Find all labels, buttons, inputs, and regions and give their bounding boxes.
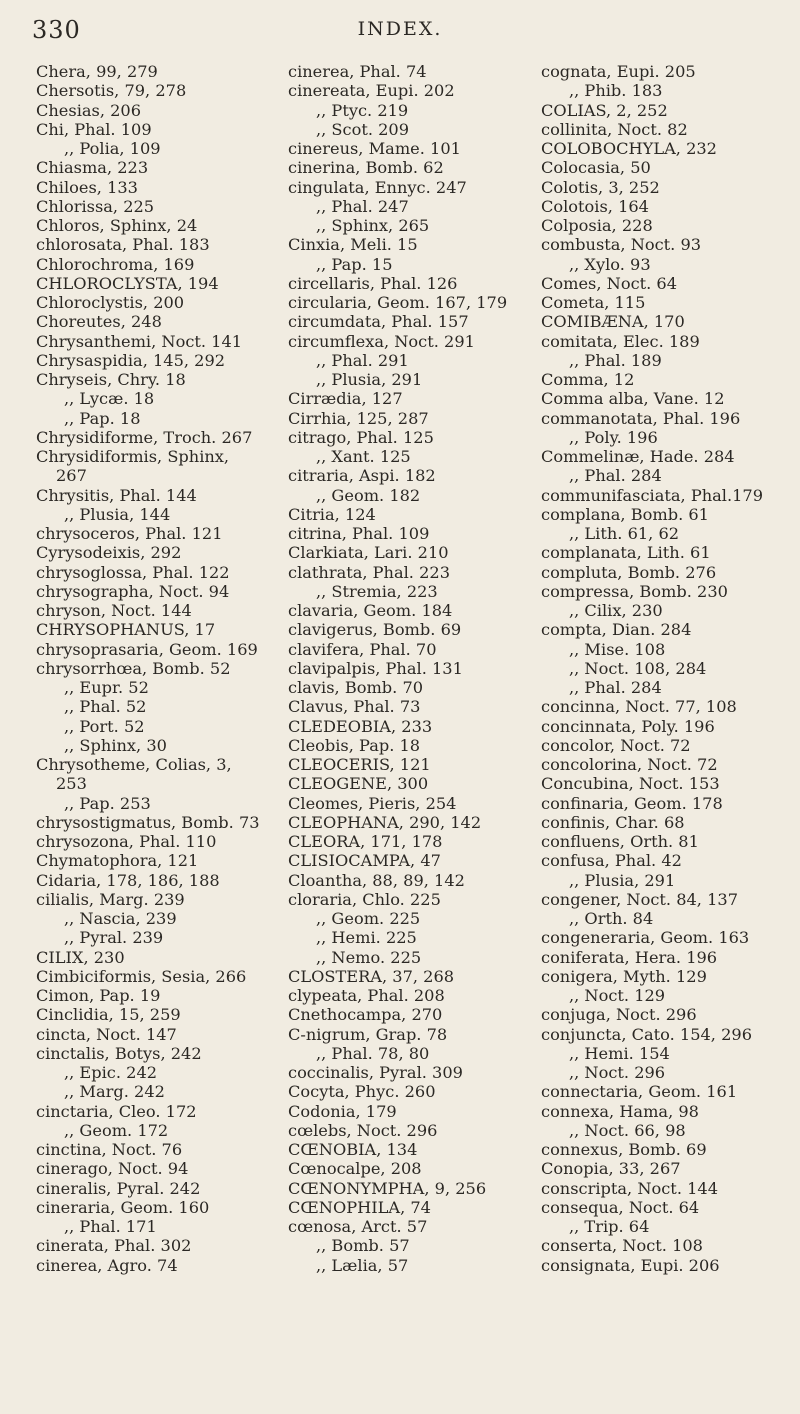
index-entry: Chersotis, 79, 278 <box>36 81 187 101</box>
index-entry: ,, Eupr. 52 <box>64 678 149 697</box>
index-entry: chrysorrhœa, Bomb. 52 <box>36 658 231 678</box>
index-entry: Chiasma, 223 <box>36 158 149 178</box>
index-entry: coniferata, Hera. 196 <box>541 947 718 967</box>
index-entry: ,, Polia, 109 <box>64 139 161 158</box>
index-entry: ,, Port. 52 <box>64 716 145 736</box>
index-entry: cinereus, Mame. 101 <box>288 139 461 158</box>
index-entry: Chiloes, 133 <box>36 177 138 197</box>
index-entry: ,, Lælia, 57 <box>316 1255 409 1275</box>
index-entry: consignata, Eupi. 206 <box>541 1255 720 1275</box>
index-entry: cœlebs, Noct. 296 <box>288 1120 438 1140</box>
index-entry: chryson, Noct. 144 <box>36 601 192 620</box>
index-entry: Cinxia, Meli. 15 <box>288 235 418 255</box>
index-entry: ,, Xylo. 93 <box>569 254 651 274</box>
index-entry: Cimbiciformis, Sesia, 266 <box>36 966 247 986</box>
index-entry: Cleobis, Pap. 18 <box>288 735 421 755</box>
index-entry: ,, Poly. 196 <box>569 427 658 447</box>
index-entry: conserta, Noct. 108 <box>541 1236 703 1256</box>
index-entry: concinnata, Poly. 196 <box>541 716 715 736</box>
index-entry: CŒNOPHILA, 74 <box>288 1197 431 1217</box>
index-entry: ,, Nemo. 225 <box>316 947 422 967</box>
index-entry: ,, Orth. 84 <box>569 909 654 928</box>
index-entry: Chrysitis, Phal. 144 <box>36 485 197 505</box>
index-entry: Cyrysodeixis, 292 <box>36 543 182 563</box>
index-entry: ,, Phib. 183 <box>569 81 663 101</box>
index-entry: ,, Geom. 225 <box>316 909 421 928</box>
index-entry: Citria, 124 <box>288 504 376 524</box>
index-entry: ,, Stremia, 223 <box>316 581 438 601</box>
index-entry: CILIX, 230 <box>36 947 125 967</box>
index-entry: CLEOGENE, 300 <box>288 774 429 794</box>
index-entry: cloraria, Chlo. 225 <box>288 889 441 909</box>
index-entry: comitata, Elec. 189 <box>541 331 700 351</box>
index-entry: Chymatophora, 121 <box>36 851 199 871</box>
index-entry: ,, Hemi. 225 <box>316 928 417 948</box>
index-entry: coccinalis, Pyral. 309 <box>288 1063 463 1082</box>
index-entry: communifasciata, Phal.179 <box>541 485 764 505</box>
index-entry: Clarkiata, Lari. 210 <box>288 543 449 563</box>
index-entry: Commelinæ, Hade. 284 <box>541 447 735 466</box>
index-entry: Cirrædia, 127 <box>288 389 403 409</box>
index-entry: Cloantha, 88, 89, 142 <box>288 870 465 890</box>
index-entry: circularia, Geom. 167, 179 <box>288 293 508 312</box>
index-entry: ,, Cilix, 230 <box>569 601 663 620</box>
index-entry: Colposia, 228 <box>541 216 653 235</box>
page-number: 330 <box>32 16 81 44</box>
index-entry: ,, Phal. 284 <box>569 678 662 697</box>
index-entry: clavaria, Geom. 184 <box>288 601 453 620</box>
index-entry: Cirrhia, 125, 287 <box>288 408 429 428</box>
index-entry: Cidaria, 178, 186, 188 <box>36 870 220 890</box>
index-entry: CŒNONYMPHA, 9, 256 <box>288 1178 487 1198</box>
index-entry: ,, Sphinx, 265 <box>316 216 430 235</box>
index-entry: circellaris, Phal. 126 <box>288 273 458 293</box>
index-entry: chrysographa, Noct. 94 <box>36 581 230 601</box>
index-entry: ,, Phal. 284 <box>569 466 662 486</box>
index-entry: Cinclidia, 15, 259 <box>36 1005 181 1025</box>
index-entry: conjuga, Noct. 296 <box>541 1005 697 1025</box>
index-column-1 <box>36 62 284 1275</box>
index-entry: chrysozona, Phal. 110 <box>36 832 217 851</box>
index-entry: Chera, 99, 279 <box>36 62 158 81</box>
index-entry: Chlorochroma, 169 <box>36 254 195 274</box>
index-entry: ,, Plusia, 144 <box>64 504 171 524</box>
index-column-2 <box>288 62 536 1275</box>
index-entry: cinerago, Noct. 94 <box>36 1159 189 1179</box>
index-entry: chrysoceros, Phal. 121 <box>36 524 223 543</box>
index-entry: COMIBÆNA, 170 <box>541 312 685 332</box>
index-entry: chrysoprasaria, Geom. 169 <box>36 639 258 659</box>
index-entry: conscripta, Noct. 144 <box>541 1178 719 1198</box>
index-entry: commanotata, Phal. 196 <box>541 408 741 428</box>
index-entry: ,, Pap. 15 <box>316 254 393 274</box>
index-entry: connectaria, Geom. 161 <box>541 1082 738 1102</box>
index-entry: compluta, Bomb. 276 <box>541 562 717 582</box>
index-entry: Cocyta, Phyc. 260 <box>288 1082 436 1102</box>
index-entry: cognata, Eupi. 205 <box>541 62 696 81</box>
index-entry: ,, Lith. 61, 62 <box>569 524 680 543</box>
index-entry: circumdata, Phal. 157 <box>288 312 469 332</box>
index-entry: Chrysotheme, Colias, 3, <box>36 755 232 774</box>
index-entry: cingulata, Ennyc. 247 <box>288 177 467 197</box>
index-entry: chrysostigmatus, Bomb. 73 <box>36 812 260 832</box>
index-entry: cinerata, Phal. 302 <box>36 1236 192 1256</box>
index-entry: cinereata, Eupi. 202 <box>288 81 455 101</box>
index-entry: ,, Pyral. 239 <box>64 928 164 948</box>
index-entry: cincta, Noct. 147 <box>36 1024 177 1044</box>
index-entry: clathrata, Phal. 223 <box>288 562 450 582</box>
index-entry: ,, Mise. 108 <box>569 639 666 659</box>
index-entry: ,, Phal. 291 <box>316 350 409 370</box>
index-entry: Comma, 12 <box>541 370 635 389</box>
index-entry: CHRYSOPHANUS, 17 <box>36 620 216 640</box>
index-entry: ,, Xant. 125 <box>316 447 411 466</box>
index-entry: CLEOPHANA, 290, 142 <box>288 812 482 832</box>
index-entry: CHLOROCLYSTA, 194 <box>36 273 219 293</box>
index-entry: Chesias, 206 <box>36 100 142 120</box>
index-entry: ,, Phal. 247 <box>316 196 409 216</box>
index-entry: concinna, Noct. 77, 108 <box>541 697 737 717</box>
index-entry: cinerea, Phal. 74 <box>288 62 427 81</box>
index-entry: CLISIOCAMPA, 47 <box>288 851 441 871</box>
index-entry: compta, Dian. 284 <box>541 620 692 640</box>
index-entry: Chrysidiformis, Sphinx, <box>36 447 230 466</box>
index-entry: cineralis, Pyral. 242 <box>36 1178 201 1198</box>
index-entry: chrysoglossa, Phal. 122 <box>36 562 230 582</box>
index-entry: connexus, Bomb. 69 <box>541 1140 707 1159</box>
index-entry: Chrysaspidia, 145, 292 <box>36 350 226 370</box>
index-entry: confinaria, Geom. 178 <box>541 793 723 813</box>
index-entry: concolorina, Noct. 72 <box>541 755 718 774</box>
index-column-3 <box>541 62 789 1275</box>
index-entry: Colotis, 3, 252 <box>541 177 660 197</box>
index-entry: 253 <box>56 774 87 794</box>
index-entry: Chrysidiforme, Troch. 267 <box>36 427 253 447</box>
index-entry: complanata, Lith. 61 <box>541 543 711 563</box>
index-entry: Codonia, 179 <box>288 1101 397 1121</box>
index-entry: concolor, Noct. 72 <box>541 735 691 755</box>
index-entry: ,, Phal. 52 <box>64 697 147 717</box>
index-entry: conjuncta, Cato. 154, 296 <box>541 1024 752 1044</box>
index-entry: ,, Plusia, 291 <box>569 870 676 890</box>
index-entry: cœnosa, Arct. 57 <box>288 1217 428 1236</box>
index-entry: CŒNOBIA, 134 <box>288 1140 418 1159</box>
index-entry: clavigerus, Bomb. 69 <box>288 620 462 640</box>
index-entry: compressa, Bomb. 230 <box>541 581 728 601</box>
index-entry: citrago, Phal. 125 <box>288 427 434 447</box>
index-entry: ,, Bomb. 57 <box>316 1236 410 1256</box>
index-entry: clavifera, Phal. 70 <box>288 639 437 659</box>
index-entry: Conopia, 33, 267 <box>541 1159 681 1179</box>
index-entry: ,, Marg. 242 <box>64 1082 165 1102</box>
index-entry: confinis, Char. 68 <box>541 812 685 832</box>
index-entry: consequa, Noct. 64 <box>541 1197 700 1217</box>
index-entry: ,, Scot. 209 <box>316 119 410 139</box>
index-entry: confusa, Phal. 42 <box>541 851 682 871</box>
index-entry: ,, Trip. 64 <box>569 1217 650 1236</box>
index-entry: cinctaria, Cleo. 172 <box>36 1101 197 1121</box>
index-entry: Choreutes, 248 <box>36 312 162 332</box>
index-entry: CLOSTERA, 37, 268 <box>288 966 455 986</box>
index-entry: ,, Noct. 66, 98 <box>569 1120 686 1140</box>
index-entry: ,, Phal. 189 <box>569 350 662 370</box>
index-entry: Chloroclystis, 200 <box>36 293 185 312</box>
index-entry: ,, Epic. 242 <box>64 1063 158 1082</box>
index-entry: ,, Plusia, 291 <box>316 370 423 389</box>
index-entry: COLOBOCHYLA, 232 <box>541 139 717 158</box>
index-entry: Chi, Phal. 109 <box>36 119 152 139</box>
index-entry: cilialis, Marg. 239 <box>36 889 185 909</box>
index-entry: congeneraria, Geom. 163 <box>541 928 750 948</box>
index-entry: Cleomes, Pieris, 254 <box>288 793 457 813</box>
index-entry: Cnethocampa, 270 <box>288 1005 443 1025</box>
index-entry: Colotois, 164 <box>541 196 649 216</box>
index-entry: citraria, Aspi. 182 <box>288 466 436 486</box>
index-entry: Colocasia, 50 <box>541 158 651 178</box>
index-entry: ,, Geom. 172 <box>64 1120 169 1140</box>
index-entry: combusta, Noct. 93 <box>541 235 702 255</box>
index-entry: Cimon, Pap. 19 <box>36 986 161 1005</box>
index-entry: Clavus, Phal. 73 <box>288 697 421 717</box>
index-entry: COLIAS, 2, 252 <box>541 100 668 120</box>
running-head: INDEX. <box>357 18 443 40</box>
index-entry: ,, Ptyc. 219 <box>316 100 409 120</box>
index-entry: ,, Lycæ. 18 <box>64 389 155 409</box>
index-entry: ,, Nascia, 239 <box>64 909 177 928</box>
index-entry: ,, Geom. 182 <box>316 485 421 505</box>
index-entry: CLEOCERIS, 121 <box>288 755 431 774</box>
index-entry: Cometa, 115 <box>541 293 646 312</box>
index-entry: Chlorissa, 225 <box>36 196 155 216</box>
index-entry: Chryseis, Chry. 18 <box>36 370 186 389</box>
index-entry: cinctalis, Botys, 242 <box>36 1043 202 1063</box>
index-entry: Comes, Noct. 64 <box>541 273 678 293</box>
index-entry: ,, Phal. 78, 80 <box>316 1043 430 1063</box>
index-entry: cinctina, Noct. 76 <box>36 1140 183 1159</box>
index-entry: ,, Phal. 171 <box>64 1217 157 1236</box>
index-entry: clypeata, Phal. 208 <box>288 986 445 1005</box>
index-entry: ,, Pap. 253 <box>64 793 151 813</box>
index-entry: ,, Sphinx, 30 <box>64 735 167 755</box>
index-entry: Comma alba, Vane. 12 <box>541 389 725 409</box>
index-entry: cinerina, Bomb. 62 <box>288 158 444 178</box>
index-entry: clavis, Bomb. 70 <box>288 678 424 697</box>
index-entry: complana, Bomb. 61 <box>541 504 709 524</box>
index-entry: cinerea, Agro. 74 <box>36 1255 178 1275</box>
index-entry: C-nigrum, Grap. 78 <box>288 1024 448 1044</box>
index-entry: confluens, Orth. 81 <box>541 832 699 851</box>
index-entry: chlorosata, Phal. 183 <box>36 235 210 255</box>
index-entry: clavipalpis, Phal. 131 <box>288 658 463 678</box>
index-entry: ,, Noct. 129 <box>569 986 666 1005</box>
index-entry: ,, Hemi. 154 <box>569 1043 670 1063</box>
index-entry: congener, Noct. 84, 137 <box>541 889 738 909</box>
index-entry: 267 <box>56 466 87 486</box>
index-entry: collinita, Noct. 82 <box>541 119 688 139</box>
index-entry: citrina, Phal. 109 <box>288 524 430 543</box>
index-entry: cineraria, Geom. 160 <box>36 1197 210 1217</box>
index-entry: CLEORA, 171, 178 <box>288 832 443 851</box>
index-entry: Chrysanthemi, Noct. 141 <box>36 331 243 351</box>
index-entry: CLEDEOBIA, 233 <box>288 716 433 736</box>
index-entry: Cœnocalpe, 208 <box>288 1159 422 1179</box>
index-entry: circumflexa, Noct. 291 <box>288 331 475 351</box>
index-entry: conigera, Myth. 129 <box>541 966 707 986</box>
index-entry: Concubina, Noct. 153 <box>541 774 720 794</box>
index-entry: ,, Noct. 108, 284 <box>569 658 707 678</box>
index-entry: connexa, Hama, 98 <box>541 1101 699 1121</box>
index-entry: ,, Pap. 18 <box>64 408 141 428</box>
index-entry: ,, Noct. 296 <box>569 1063 666 1082</box>
index-entry: Chloros, Sphinx, 24 <box>36 216 198 235</box>
